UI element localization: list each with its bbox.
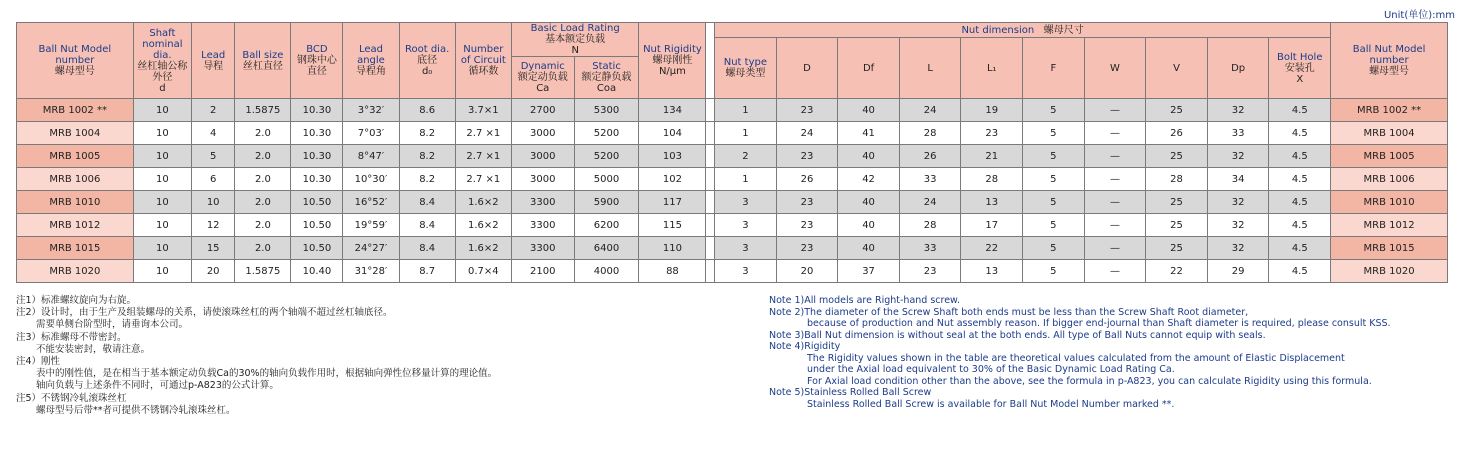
cell-circuit: 0.7×4 — [455, 260, 511, 283]
unit-label: Unit(单位):mm — [1383, 10, 1455, 21]
model-cell-right: MRB 1005 — [1331, 145, 1448, 168]
cell-d: 10 — [133, 168, 191, 191]
table-row — [17, 145, 1448, 168]
cell-d: 23 — [776, 99, 838, 122]
cell-ca: 2100 — [511, 260, 574, 283]
note-cn-3: 注3）标准螺母不带密封。 — [16, 331, 127, 343]
cell-x: 4.5 — [1269, 260, 1331, 283]
header-load-rating: Basic Load Rating 基本额定负载 N — [511, 23, 639, 57]
cell-df: 40 — [838, 237, 900, 260]
cell-w: — — [1084, 122, 1146, 145]
cell-ball: 2.0 — [235, 168, 291, 191]
note-en-1: Note 1)All models are Right-hand screw. — [769, 295, 960, 306]
header-bolt-hole: Bolt Hole 安装孔 X — [1269, 38, 1331, 99]
note-en-3: Note 3)Ball Nut dimension is without seal at the both ends. All type of Ball Nuts cannot equip with seals. — [769, 329, 1266, 341]
cell-coa: 4000 — [574, 260, 639, 283]
cell-w: — — [1084, 99, 1146, 122]
model-cell-right: MRB 1004 — [1331, 122, 1448, 145]
cell-d: 24 — [776, 122, 838, 145]
cell-ca: 3300 — [511, 237, 574, 260]
note-en-4d: For Axial load condition other than the above, see the formula in p-A823, you can calculate Rigidity using this formula. — [807, 375, 1372, 387]
cell-bcd: 10.50 — [291, 214, 343, 237]
cell-root: 8.2 — [399, 145, 455, 168]
cell-l1: 13 — [961, 191, 1023, 214]
cell-circuit: 2.7 ×1 — [455, 168, 511, 191]
header-lead: Lead 导程 — [192, 23, 235, 99]
table-row — [17, 237, 1448, 260]
cell-lead: 4 — [192, 122, 235, 145]
cell-l1: 19 — [961, 99, 1023, 122]
header-ball: Ball size 丝杠直径 — [235, 23, 291, 99]
note-cn-1: 注1）标准螺纹旋向为右旋。 — [16, 295, 137, 306]
cell-x: 4.5 — [1269, 191, 1331, 214]
cell-ball: 2.0 — [235, 214, 291, 237]
cell-root: 8.2 — [399, 168, 455, 191]
note-en-4b: The Rigidity values shown in the table are theoretical values calculated from the amount of Elastic Displacement — [807, 352, 1345, 364]
cell-v: 25 — [1146, 237, 1208, 260]
header-nut-type: Nut type 螺母类型 — [715, 38, 777, 99]
cell-l: 23 — [899, 260, 961, 283]
header-model: Ball Nut Model number 螺母型号 — [17, 23, 134, 99]
cell-angle: 3°32′ — [343, 99, 399, 122]
header-F: F — [1023, 38, 1085, 99]
cell-x: 4.5 — [1269, 122, 1331, 145]
cell-x: 4.5 — [1269, 168, 1331, 191]
cell-f: 5 — [1023, 237, 1085, 260]
cell-lead: 20 — [192, 260, 235, 283]
cell-bcd: 10.30 — [291, 122, 343, 145]
cell-l1: 23 — [961, 122, 1023, 145]
cell-circuit: 1.6×2 — [455, 237, 511, 260]
note-en-5b: Stainless Rolled Ball Screw is available for Ball Nut Model Number marked **. — [807, 398, 1175, 410]
cell-d: 10 — [133, 214, 191, 237]
spec-table — [16, 22, 1448, 283]
cell-ca: 3000 — [511, 122, 574, 145]
note-en-4: Note 4)Rigidity — [769, 341, 841, 352]
cell-l: 24 — [899, 191, 961, 214]
cell-l: 33 — [899, 237, 961, 260]
cell-w: — — [1084, 191, 1146, 214]
header-root: Root dia. 底径 d₀ — [399, 23, 455, 99]
header-bcd: BCD 钢珠中心直径 — [291, 23, 343, 99]
cell-root: 8.4 — [399, 237, 455, 260]
cell-bcd: 10.30 — [291, 168, 343, 191]
header-static: Static 额定静负载 Coa — [574, 57, 639, 99]
cell-coa: 5000 — [574, 168, 639, 191]
header-model-right: Ball Nut Model number 螺母型号 — [1331, 23, 1448, 99]
cell-dp: 29 — [1207, 260, 1269, 283]
cell-l1: 28 — [961, 168, 1023, 191]
model-cell: MRB 1006 — [17, 168, 134, 191]
cell-rigidity: 103 — [639, 145, 706, 168]
cell-coa: 6200 — [574, 214, 639, 237]
cell-type: 3 — [715, 214, 777, 237]
cell-d: 23 — [776, 214, 838, 237]
cell-root: 8.7 — [399, 260, 455, 283]
cell-ball: 2.0 — [235, 191, 291, 214]
cell-ball: 2.0 — [235, 145, 291, 168]
table-row — [17, 122, 1448, 145]
note-en-5: Note 5)Stainless Rolled Ball Screw — [769, 387, 932, 398]
cell-v: 25 — [1146, 214, 1208, 237]
model-cell: MRB 1005 — [17, 145, 134, 168]
cell-circuit: 2.7 ×1 — [455, 145, 511, 168]
cell-circuit: 2.7 ×1 — [455, 122, 511, 145]
notes-chinese — [16, 295, 497, 417]
header-circuit: Number of Circuit 循环数 — [455, 23, 511, 99]
note-en-4c: under the Axial load equivalent to 30% of the Basic Dynamic Load Rating Ca. — [807, 364, 1175, 375]
cell-dp: 32 — [1207, 214, 1269, 237]
notes-english — [769, 295, 1391, 410]
cell-w: — — [1084, 237, 1146, 260]
cell-circuit: 3.7×1 — [455, 99, 511, 122]
cell-v: 26 — [1146, 122, 1208, 145]
table-row — [17, 260, 1448, 283]
cell-angle: 7°03′ — [343, 122, 399, 145]
cell-coa: 5900 — [574, 191, 639, 214]
cell-bcd: 10.50 — [291, 191, 343, 214]
cell-l1: 22 — [961, 237, 1023, 260]
cell-f: 5 — [1023, 99, 1085, 122]
model-cell-right: MRB 1006 — [1331, 168, 1448, 191]
model-cell-right: MRB 1010 — [1331, 191, 1448, 214]
cell-coa: 6400 — [574, 237, 639, 260]
model-cell-right: MRB 1002 ** — [1331, 99, 1448, 122]
cell-type: 3 — [715, 191, 777, 214]
cell-ball: 1.5875 — [235, 260, 291, 283]
header-D: D — [776, 38, 838, 99]
cell-bcd: 10.40 — [291, 260, 343, 283]
cell-ball: 2.0 — [235, 237, 291, 260]
cell-d: 10 — [133, 122, 191, 145]
cell-l: 33 — [899, 168, 961, 191]
cell-rigidity: 102 — [639, 168, 706, 191]
cell-angle: 24°27′ — [343, 237, 399, 260]
cell-f: 5 — [1023, 145, 1085, 168]
cell-root: 8.2 — [399, 122, 455, 145]
cell-df: 41 — [838, 122, 900, 145]
cell-l: 28 — [899, 122, 961, 145]
cell-dp: 32 — [1207, 145, 1269, 168]
cell-d: 23 — [776, 145, 838, 168]
cell-angle: 10°30′ — [343, 168, 399, 191]
cell-lead: 12 — [192, 214, 235, 237]
cell-type: 1 — [715, 168, 777, 191]
cell-rigidity: 134 — [639, 99, 706, 122]
cell-w: — — [1084, 145, 1146, 168]
cell-coa: 5200 — [574, 145, 639, 168]
cell-d: 10 — [133, 260, 191, 283]
cell-type: 1 — [715, 122, 777, 145]
cell-df: 40 — [838, 191, 900, 214]
cell-root: 8.6 — [399, 99, 455, 122]
header-lead-angle: Lead angle 导程角 — [343, 23, 399, 99]
cell-l1: 13 — [961, 260, 1023, 283]
cell-f: 5 — [1023, 191, 1085, 214]
cell-ca: 3300 — [511, 214, 574, 237]
cell-dp: 32 — [1207, 191, 1269, 214]
cell-l: 28 — [899, 214, 961, 237]
cell-bcd: 10.30 — [291, 145, 343, 168]
model-cell: MRB 1012 — [17, 214, 134, 237]
cell-lead: 15 — [192, 237, 235, 260]
cell-bcd: 10.30 — [291, 99, 343, 122]
model-cell: MRB 1015 — [17, 237, 134, 260]
cell-angle: 8°47′ — [343, 145, 399, 168]
table-row — [17, 214, 1448, 237]
header-rigidity: Nut Rigidity 螺母刚性 N/μm — [639, 23, 706, 99]
header-nut-dimension: Nut dimension 螺母尺寸 — [715, 23, 1331, 38]
cell-lead: 5 — [192, 145, 235, 168]
cell-l1: 17 — [961, 214, 1023, 237]
header-shaft: Shaft nominal dia. 丝杠轴公称外径 d — [133, 23, 191, 99]
cell-root: 8.4 — [399, 191, 455, 214]
model-cell: MRB 1002 ** — [17, 99, 134, 122]
cell-f: 5 — [1023, 260, 1085, 283]
cell-rigidity: 104 — [639, 122, 706, 145]
cell-f: 5 — [1023, 122, 1085, 145]
table-row — [17, 168, 1448, 191]
cell-d: 10 — [133, 191, 191, 214]
note-cn-2b: 需要单侧台阶型时，请垂询本公司。 — [36, 319, 189, 331]
cell-x: 4.5 — [1269, 214, 1331, 237]
cell-df: 40 — [838, 214, 900, 237]
note-cn-4: 注4）刚性 — [16, 356, 61, 368]
cell-l: 26 — [899, 145, 961, 168]
note-cn-2: 注2）设计时，由于生产及组装螺母的关系，请使滚珠丝杠的两个轴端不超过丝杠轴底径。 — [16, 307, 393, 319]
cell-rigidity: 117 — [639, 191, 706, 214]
cell-rigidity: 115 — [639, 214, 706, 237]
cell-d: 10 — [133, 237, 191, 260]
cell-x: 4.5 — [1269, 99, 1331, 122]
header-L: L — [899, 38, 961, 99]
cell-type: 3 — [715, 237, 777, 260]
cell-rigidity: 110 — [639, 237, 706, 260]
cell-d: 10 — [133, 145, 191, 168]
cell-bcd: 10.50 — [291, 237, 343, 260]
model-cell-right: MRB 1020 — [1331, 260, 1448, 283]
model-cell: MRB 1020 — [17, 260, 134, 283]
header-Df: Df — [838, 38, 900, 99]
cell-l1: 21 — [961, 145, 1023, 168]
cell-ca: 3300 — [511, 191, 574, 214]
cell-ca: 2700 — [511, 99, 574, 122]
cell-type: 1 — [715, 99, 777, 122]
cell-dp: 32 — [1207, 237, 1269, 260]
note-cn-5: 注5）不锈钢冷轧滚珠丝杠 — [16, 392, 127, 404]
cell-l: 24 — [899, 99, 961, 122]
cell-dp: 33 — [1207, 122, 1269, 145]
cell-d: 20 — [776, 260, 838, 283]
note-cn-5b: 螺母型号后带**者可提供不锈钢冷轧滚珠丝杠。 — [36, 404, 236, 416]
cell-f: 5 — [1023, 168, 1085, 191]
cell-dp: 34 — [1207, 168, 1269, 191]
header-Dp: Dp — [1207, 38, 1269, 99]
cell-angle: 16°52′ — [343, 191, 399, 214]
cell-w: — — [1084, 168, 1146, 191]
cell-angle: 31°28′ — [343, 260, 399, 283]
cell-ca: 3000 — [511, 145, 574, 168]
cell-d: 23 — [776, 237, 838, 260]
model-cell: MRB 1010 — [17, 191, 134, 214]
cell-df: 40 — [838, 99, 900, 122]
model-cell-right: MRB 1015 — [1331, 237, 1448, 260]
cell-x: 4.5 — [1269, 145, 1331, 168]
model-cell: MRB 1004 — [17, 122, 134, 145]
cell-coa: 5300 — [574, 99, 639, 122]
table-row — [17, 99, 1448, 122]
table-row — [17, 191, 1448, 214]
model-cell-right: MRB 1012 — [1331, 214, 1448, 237]
header-W: W — [1084, 38, 1146, 99]
cell-v: 25 — [1146, 99, 1208, 122]
note-cn-4c: 轴向负载与上述条件不同时，可通过p-A823的公式计算。 — [36, 380, 279, 392]
note-cn-3b: 不能安装密封，敬请注意。 — [36, 343, 151, 355]
cell-d: 10 — [133, 99, 191, 122]
cell-lead: 6 — [192, 168, 235, 191]
cell-dp: 32 — [1207, 99, 1269, 122]
cell-lead: 10 — [192, 191, 235, 214]
cell-coa: 5200 — [574, 122, 639, 145]
cell-f: 5 — [1023, 214, 1085, 237]
cell-root: 8.4 — [399, 214, 455, 237]
cell-x: 4.5 — [1269, 237, 1331, 260]
cell-angle: 19°59′ — [343, 214, 399, 237]
cell-w: — — [1084, 214, 1146, 237]
cell-v: 28 — [1146, 168, 1208, 191]
cell-v: 25 — [1146, 145, 1208, 168]
note-en-2b: because of production and Nut assembly reason. If bigger end-journal than Shaft diameter is required, please consult KSS. — [807, 318, 1391, 329]
cell-ball: 1.5875 — [235, 99, 291, 122]
cell-lead: 2 — [192, 99, 235, 122]
cell-w: — — [1084, 260, 1146, 283]
note-cn-4b: 表中的刚性值，是在相当于基本额定动负载Ca的30%的轴向负载作用时，根据轴向弹性位移量计算的理论值。 — [36, 368, 498, 380]
cell-df: 37 — [838, 260, 900, 283]
cell-df: 42 — [838, 168, 900, 191]
cell-df: 40 — [838, 145, 900, 168]
cell-circuit: 1.6×2 — [455, 214, 511, 237]
cell-d: 23 — [776, 191, 838, 214]
cell-ball: 2.0 — [235, 122, 291, 145]
cell-circuit: 1.6×2 — [455, 191, 511, 214]
header-L1: L₁ — [961, 38, 1023, 99]
cell-v: 22 — [1146, 260, 1208, 283]
cell-d: 26 — [776, 168, 838, 191]
cell-type: 2 — [715, 145, 777, 168]
cell-ca: 3000 — [511, 168, 574, 191]
cell-rigidity: 88 — [639, 260, 706, 283]
note-en-2: Note 2)The diameter of the Screw Shaft both ends must be less than the Screw Shaft Root diameter, — [769, 306, 1249, 318]
cell-type: 3 — [715, 260, 777, 283]
cell-v: 25 — [1146, 191, 1208, 214]
header-V: V — [1146, 38, 1208, 99]
header-dynamic: Dynamic 额定动负载 Ca — [511, 57, 574, 99]
